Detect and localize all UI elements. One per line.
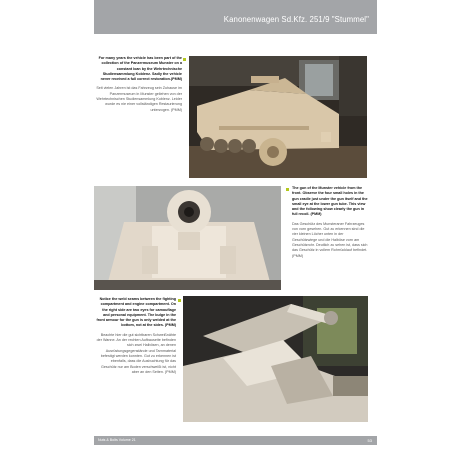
caption-english-3: Notice the weld seams between the fighting compartment and engine compartment. On the right side are two eyes for camouflage and personal equipment. The bulge in the front armour for the gun is only welded at the bottom, not at the sides. (PMM): [96, 297, 176, 328]
caption-block-3: [95, 297, 176, 379]
accent-marker-1: [183, 58, 186, 61]
footer-bar: [94, 436, 377, 445]
photo-gun-compartment: [183, 296, 368, 422]
footer-publication: Nuts & Bolts Volume 21: [98, 438, 136, 442]
caption-english-1: For many years the vehicle has been part of the collection of the Panzermuseum Munster on a constant loan by the Wehrtechnische Studiensammlung Koblenz. Sadly the vehicle never received a full correct restoration.(PMM): [98, 56, 182, 82]
caption-block-1: [95, 56, 182, 117]
page-number: 53: [367, 437, 372, 443]
photo-halftrack-side: [189, 56, 367, 178]
caption-german-2: Das Geschütz des Munsteraner Fahrzeuges von vorn gesehen. Gut zu erkennen sind die vier kleinen Löcher unten in der Geschützwiege und die Halböse vorn am Geschützrohr. Deutlich zu sehen ist, dass sich das Geschütz in vollem Rohrrücklauf befindet. (PMM): [292, 221, 368, 258]
caption-block-2: [292, 186, 368, 263]
caption-german-3: Beachte hier die gut sichtbaren Schweißnähte der Wanne. An der rechten Aufbauseite befinden sich zwei Halbösen, an denen Ausrüstungsgegenstände und Tarnmaterial befestigt werden konnten. Gut zu erkennen ist ebenfalls, dass die Ausbuchtung für das Geschütz nur am Boden verschweißt ist, nicht aber an den Seiten. (PMM): [96, 332, 176, 374]
header-bar: [94, 0, 377, 34]
photo-gun-front: [94, 186, 281, 290]
accent-marker-3: [178, 299, 181, 302]
accent-marker-2: [286, 188, 289, 191]
caption-english-2: The gun of the Munster vehicle from the front. Observe the four small holes in the gun cradle just under the gun itself and the small eye at the lower gun tube. This view and the following show clearly the gun in full recoil. (PMM): [292, 186, 368, 217]
caption-german-1: Seit vielen Jahren ist das Fahrzeug sein Zuhause im Panzermuseum in Munster geliehen von der Wehrtechnischen Studiensammlung Koblenz. Leider wurde es nie einer vollständigen Restaurierung unterzogen. (PMM): [96, 86, 182, 112]
page-title: Kanonenwagen Sd.Kfz. 251/9 "Stummel": [223, 15, 369, 24]
